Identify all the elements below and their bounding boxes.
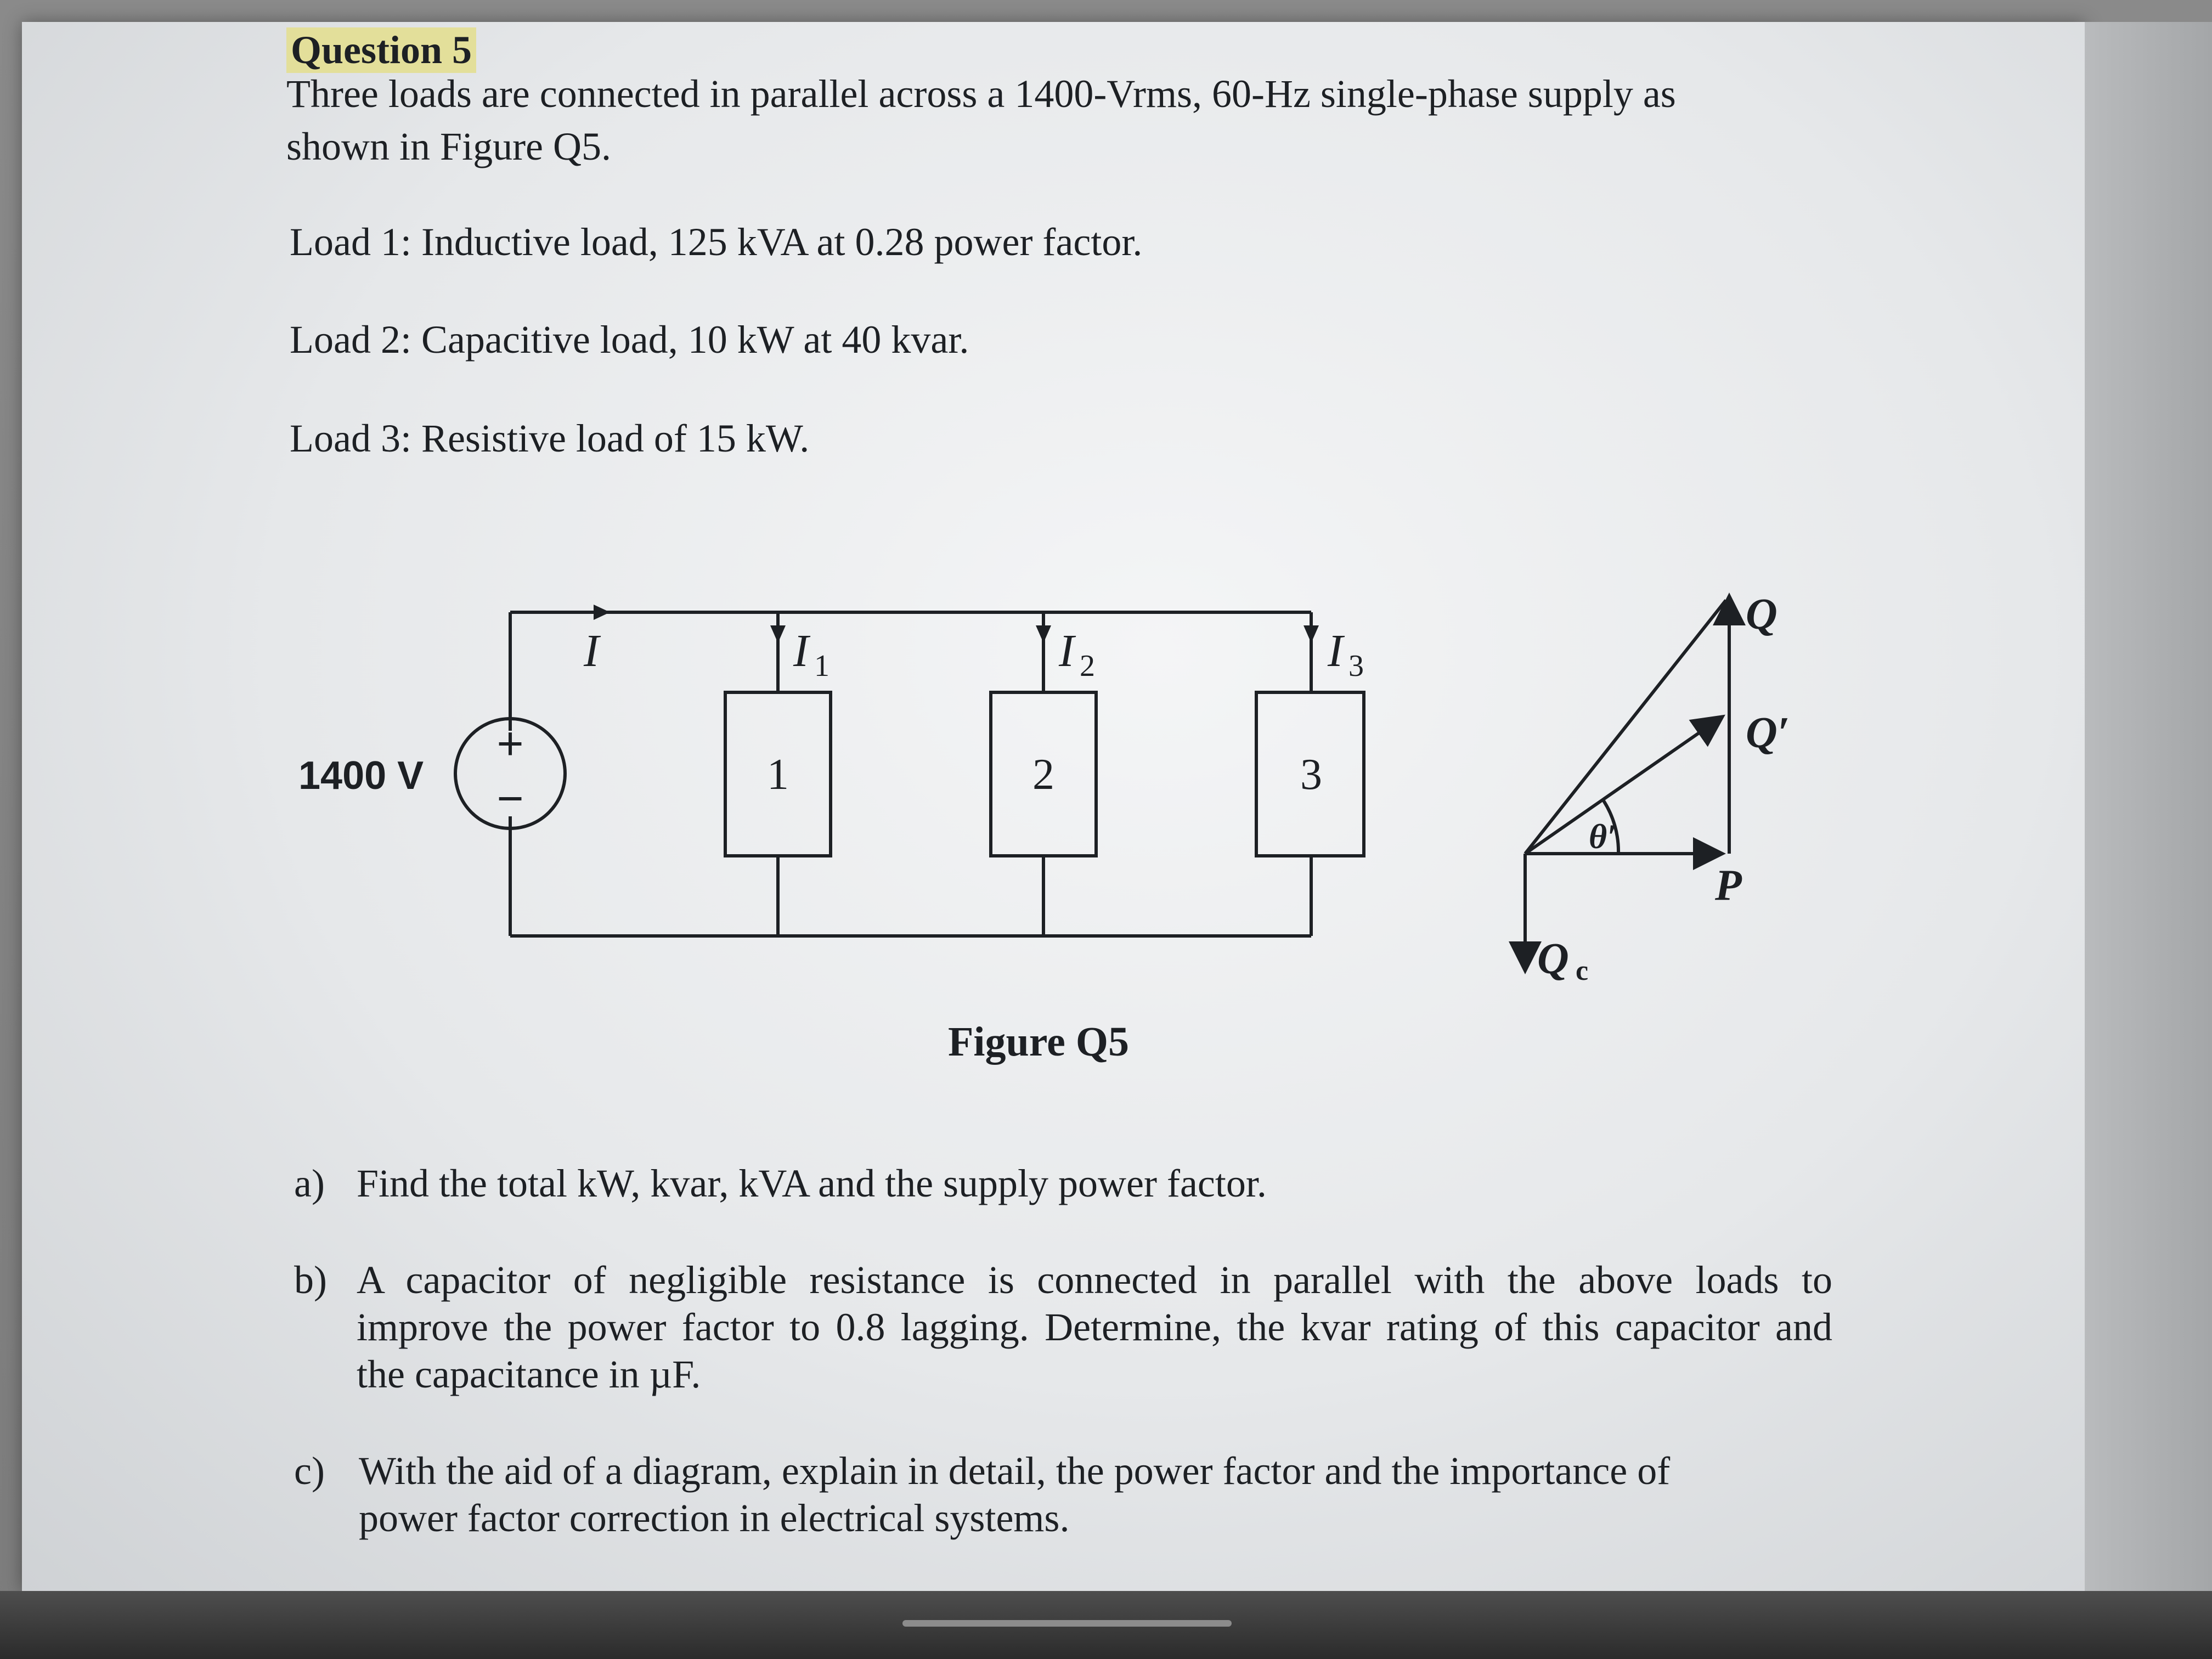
p-label: P bbox=[1715, 861, 1742, 910]
load-2-number: 2 bbox=[1032, 751, 1054, 799]
part-b-text-line-3: the capacitance in µF. bbox=[357, 1352, 701, 1396]
load-3-number: 3 bbox=[1300, 751, 1322, 799]
source-minus-sign: − bbox=[496, 772, 524, 824]
s-hypotenuse bbox=[1525, 600, 1726, 854]
intro-text-line-2: shown in Figure Q5. bbox=[286, 125, 611, 168]
q-label: Q bbox=[1746, 590, 1778, 639]
current-i3-subscript: 3 bbox=[1348, 649, 1364, 683]
part-b-text-line-1: A capacitor of negligible resistance is connected in parallel with the above loads to bbox=[357, 1258, 1832, 1302]
load-1-description: Load 1: Inductive load, 125 kVA at 0.28 power factor. bbox=[290, 220, 1143, 264]
load-2-description: Load 2: Capacitive load, 10 kW at 40 kvar. bbox=[290, 318, 969, 362]
arrow-i3-icon bbox=[1304, 625, 1319, 643]
intro-text-line-1: Three loads are connected in parallel across a 1400-Vrms, 60-Hz single-phase supply as bbox=[286, 72, 1676, 116]
qc-subscript: c bbox=[1576, 955, 1589, 986]
current-i2-label: I bbox=[1059, 625, 1074, 676]
question-title: Question 5 bbox=[286, 27, 476, 73]
arrow-i1-icon bbox=[770, 625, 786, 643]
part-c-text-line-1: With the aid of a diagram, explain in detail, the power factor and the importance of bbox=[359, 1449, 1671, 1493]
q-prime-label: Q′ bbox=[1746, 709, 1790, 757]
part-b-text-line-2: improve the power factor to 0.8 lagging. Determine, the kvar rating of this capacitor and bbox=[357, 1305, 1832, 1349]
current-i-label: I bbox=[584, 625, 599, 676]
current-i2-subscript: 2 bbox=[1080, 649, 1095, 683]
home-indicator[interactable] bbox=[902, 1620, 1232, 1627]
source-voltage-label: 1400 V bbox=[298, 754, 424, 798]
part-b-label: b) bbox=[294, 1258, 327, 1302]
part-c-text-line-2: power factor correction in electrical systems. bbox=[359, 1496, 1070, 1540]
part-a-label: a) bbox=[294, 1161, 325, 1205]
s-prime-line bbox=[1525, 716, 1723, 854]
source-plus-sign: + bbox=[496, 718, 524, 769]
current-i3-label: I bbox=[1328, 625, 1343, 676]
part-a-text: Find the total kW, kvar, kVA and the supply power factor. bbox=[357, 1161, 1267, 1205]
power-triangle bbox=[1525, 596, 1729, 971]
part-c-label: c) bbox=[294, 1449, 325, 1493]
arrow-i2-icon bbox=[1036, 625, 1051, 643]
arrow-main-current-icon bbox=[594, 605, 610, 620]
theta-label: θ′ bbox=[1589, 817, 1617, 856]
current-i1-label: I bbox=[793, 625, 809, 676]
load-1-number: 1 bbox=[767, 751, 789, 799]
qc-label: Q bbox=[1537, 935, 1569, 983]
figure-caption: Figure Q5 bbox=[948, 1019, 1130, 1065]
current-arrows bbox=[594, 605, 1319, 643]
current-i1-subscript: 1 bbox=[814, 649, 830, 683]
load-3-description: Load 3: Resistive load of 15 kW. bbox=[290, 416, 810, 460]
